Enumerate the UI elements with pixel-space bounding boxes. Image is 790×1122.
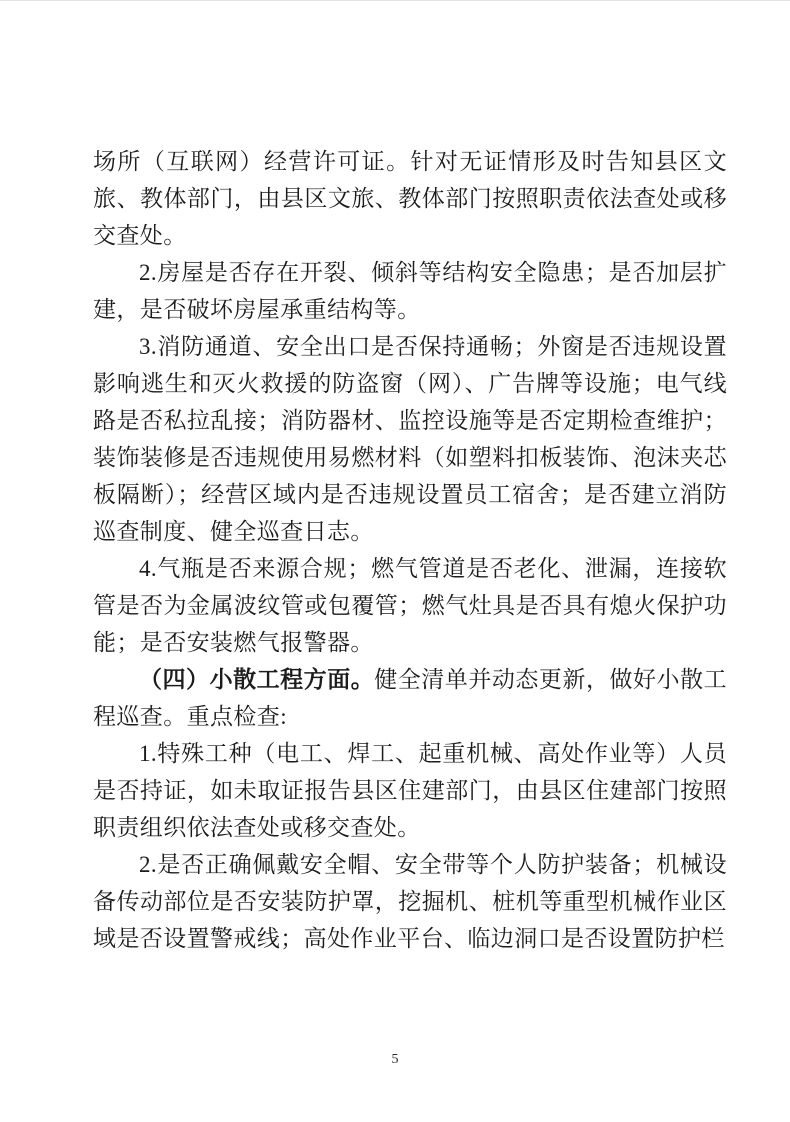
paragraph-continued — [93, 143, 727, 254]
paragraph-text: 场所（互联网）经营许可证。针对无证情形及时告知县区文旅、教体部门，由县区文旅、教体部门按照职责依法查处或移交查处。 — [93, 149, 727, 248]
paragraph-text: 4.气瓶是否来源合规；燃气管道是否老化、泄漏，连接软管是否为金属波纹管或包覆管；燃气灶具是否具有熄火保护功能；是否安装燃气报警器。 — [93, 556, 727, 655]
paragraph-section-4-small-projects — [93, 661, 727, 735]
paragraph-text: 3.消防通道、安全出口是否保持通畅；外窗是否违规设置影响逃生和灭火救援的防盗窗（网）、广告牌等设施；电气线路是否私拉乱接；消防器材、监控设施等是否定期检查维护；装饰装修是否违规使用易燃材料（如塑料扣板装饰、泡沫夹芯板隔断）；经营区域内是否违规设置员工宿舍；是否建立消防巡查制度、健全巡查日志。 — [93, 334, 727, 544]
paragraph-item-1-special-trades — [93, 735, 727, 846]
paragraph-item-4-gas — [93, 550, 727, 661]
document-body — [93, 143, 727, 957]
page-top-edge — [0, 0, 790, 1]
paragraph-text: 2.房屋是否存在开裂、倾斜等结构安全隐患；是否加层扩建，是否破坏房屋承重结构等。 — [93, 260, 727, 322]
page-number: 5 — [391, 1052, 399, 1067]
paragraph-text: 1.特殊工种（电工、焊工、起重机械、高处作业等）人员是否持证，如未取证报告县区住建部门，由县区住建部门按照职责组织依法查处或移交查处。 — [93, 741, 727, 840]
paragraph-item-2-housing — [93, 254, 727, 328]
paragraph-text: 健全清单并动态更新，做好小散工程巡查。重点检查: — [93, 667, 727, 729]
section-heading: （四）小散工程方面。 — [139, 667, 375, 692]
paragraph-item-3-fire-safety — [93, 328, 727, 550]
paragraph-item-2-ppe-machinery — [93, 846, 727, 957]
paragraph-text: 2.是否正确佩戴安全帽、安全带等个人防护装备；机械设备传动部位是否安装防护罩，挖掘机、桩机等重型机械作业区域是否设置警戒线；高处作业平台、临边洞口是否设置防护栏 — [93, 852, 727, 951]
